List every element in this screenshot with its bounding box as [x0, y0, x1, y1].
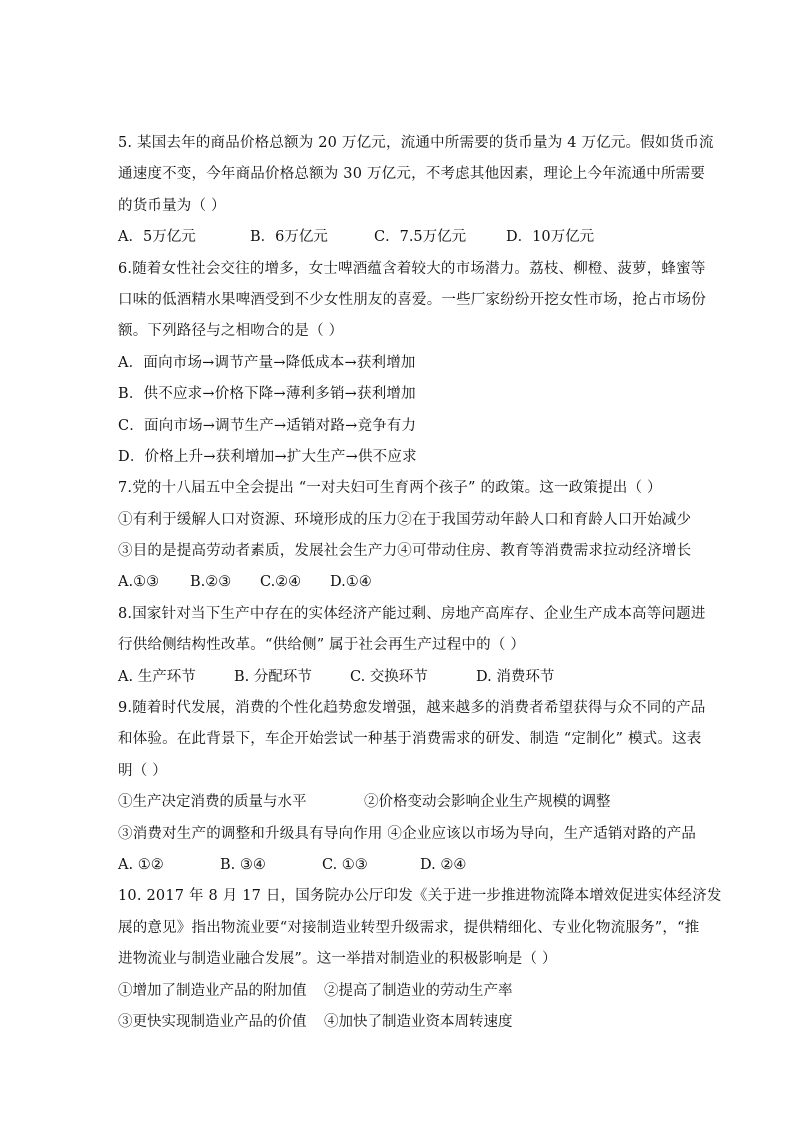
option-b: B．6万亿元 — [250, 229, 328, 246]
question-10-statements-row — [118, 976, 678, 1007]
question-9-statements-row — [118, 787, 678, 818]
statement-4: ④加快了制造业资本周转速度 — [324, 1013, 513, 1030]
option-b: B. 分配环节 — [234, 668, 312, 685]
question-7-statement-line: ①有利于缓解人口对资源、环境形成的压力②在于我国劳动年龄人口和育龄人口开始减少 — [118, 511, 692, 528]
question-10 — [118, 881, 722, 1038]
option-b: B．供不应求→价格下降→薄利多销→获利增加 — [118, 386, 416, 403]
statement-1: ①生产决定消费的质量与水平 — [118, 794, 307, 811]
question-10-stem-line: 进物流业与制造业融合发展”。这一举措对制造业的积极影响是（ ） — [118, 951, 557, 968]
option-d: D. ②④ — [420, 856, 467, 873]
question-6-stem-line: 口味的低酒精水果啤酒受到不少女性朋友的喜爱。一些厂家纷纷开挖女性市场，抢占市场份 — [118, 291, 706, 308]
question-9-stem-line: 明（ ） — [118, 762, 167, 779]
statement-2: ②价格变动会影响企业生产规模的调整 — [364, 794, 611, 811]
statement-2: ②提高了制造业的劳动生产率 — [324, 982, 513, 999]
question-7-stem-line: 7.党的十八届五中全会提出 “一对夫妇可生育两个孩子” 的政策。这一政策提出（ ） — [118, 480, 662, 497]
question-5 — [118, 128, 714, 254]
option-d: D. 消费环节 — [476, 668, 555, 685]
question-5-stem-line: 通速度不变，今年商品价格总额为 30 万亿元，不考虑其他因素，理论上今年流通中所需要 — [118, 166, 706, 183]
option-c: C.②④ — [260, 574, 302, 591]
option-c: C. 交换环节 — [350, 668, 428, 685]
question-10-stem-line: 10. 2017 年 8 月 17 日，国务院办公厅印发《关于进一步推进物流降本增效促进实体经济发 — [118, 888, 722, 905]
option-a: A. ①② — [118, 856, 164, 873]
option-c: C. ①③ — [322, 856, 368, 873]
option-d: D．价格上升→获利增加→扩大生产→供不应求 — [118, 448, 417, 465]
question-10-statements-row — [118, 1007, 678, 1038]
question-7-options — [118, 567, 678, 598]
question-9-stem-line: 9.随着时代发展，消费的个性化趋势愈发增强，越来越多的消费者希望获得与众不同的产品 — [118, 700, 706, 717]
option-d: D．10万亿元 — [506, 229, 595, 246]
question-10-stem-line: 展的意见》指出物流业要“对接制造业转型升级需求，提供精细化、专业化物流服务”，“推 — [118, 919, 700, 936]
question-6 — [118, 254, 706, 474]
question-8 — [118, 599, 706, 693]
statement-1: ①增加了制造业产品的附加值 — [118, 982, 307, 999]
question-9 — [118, 693, 706, 881]
question-9-options — [118, 850, 678, 881]
question-5-options — [118, 222, 678, 253]
question-9-stem-line: 和体验。在此背景下，车企开始尝试一种基于消费需求的研发、制造 “定制化” 模式。这表 — [118, 731, 702, 748]
option-a: A．5万亿元 — [118, 229, 196, 246]
option-c: C．7.5万亿元 — [374, 229, 467, 246]
option-a: A. 生产环节 — [118, 668, 196, 685]
option-a: A.①③ — [118, 574, 160, 591]
question-5-stem-line: 5. 某国去年的商品价格总额为 20 万亿元，流通中所需要的货币量为 4 万亿元。假如货币流 — [118, 135, 714, 151]
question-8-stem-line: 行供给侧结构性改革。“供给侧” 属于社会再生产过程中的（ ） — [118, 637, 526, 654]
question-8-stem-line: 8.国家针对当下生产中存在的实体经济产能过剩、房地产高库存、企业生产成本高等问题进 — [118, 605, 706, 622]
option-b: B. ③④ — [220, 856, 266, 873]
question-5-stem-line: 的货币量为（ ） — [118, 197, 226, 214]
question-6-stem-line: 6.随着女性社会交往的增多，女士啤酒蕴含着较大的市场潜力。荔枝、柳橙、菠萝，蜂蜜等 — [118, 260, 706, 277]
question-7-statement-line: ③目的是提高劳动者素质，发展社会生产力④可带动住房、教育等消费需求拉动经济增长 — [118, 543, 692, 560]
question-9-statements-row: ③消费对生产的调整和升级具有导向作用 ④企业应该以市场为导向，生产适销对路的产品 — [118, 825, 697, 842]
option-d: D.①④ — [330, 574, 372, 591]
question-7 — [118, 473, 692, 599]
option-c: C．面向市场→调节生产→适销对路→竞争有力 — [118, 417, 417, 434]
option-a: A．面向市场→调节产量→降低成本→获利增加 — [118, 354, 416, 371]
statement-3: ③更快实现制造业产品的价值 — [118, 1013, 307, 1030]
option-b: B.②③ — [190, 574, 232, 591]
exam-page — [118, 128, 722, 1038]
question-8-options — [118, 662, 678, 693]
question-6-stem-line: 额。下列路径与之相吻合的是（ ） — [118, 323, 344, 340]
